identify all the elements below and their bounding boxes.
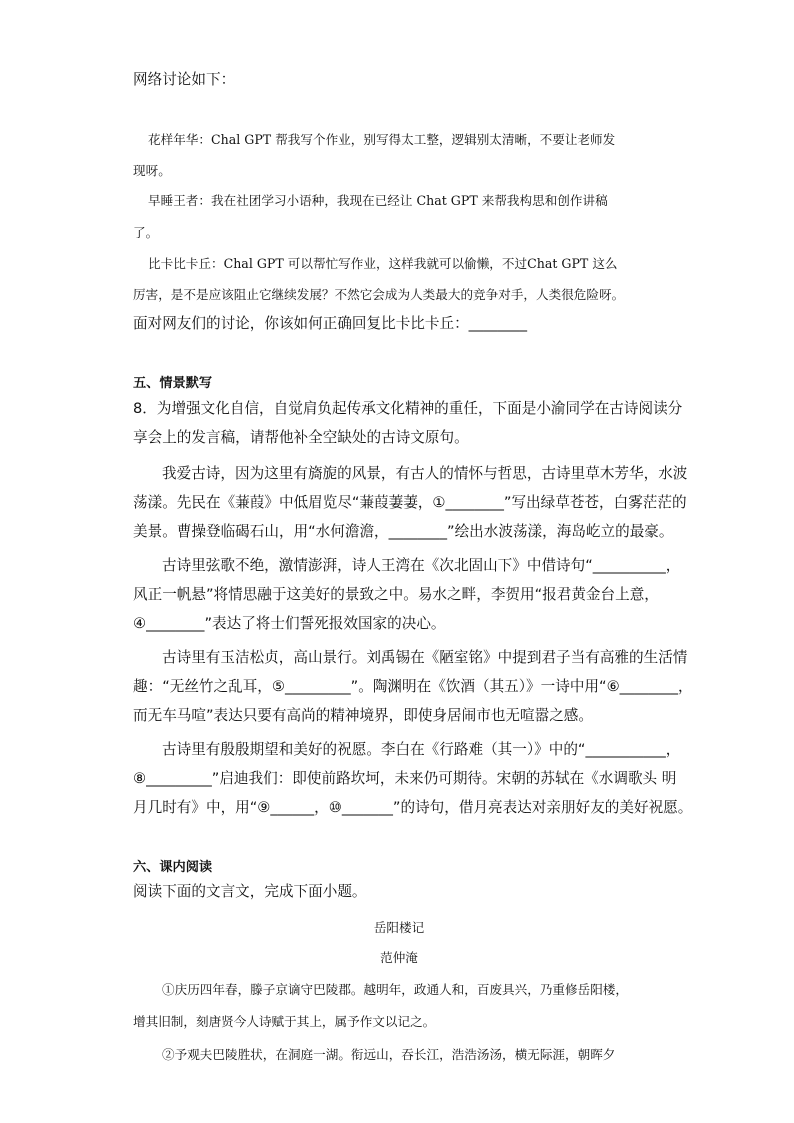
- post-2-line-2: 了。: [133, 225, 159, 240]
- section-5-heading: 五、情景默写: [133, 376, 213, 391]
- discussion-question: 面对网友们的讨论，你该如何正确回复比卡比卡丘：________: [133, 315, 528, 332]
- p1-line-1: 我爱古诗，因为这里有旖旎的风景，有古人的情怀与哲思，古诗里草木芳华，水波: [162, 465, 688, 482]
- p3-line-2: 趣：“无丝竹之乱耳，⑤_________”。陶渊明在《饮酒（其五）》一诗中用“⑥________，: [133, 678, 693, 695]
- p2-line-1: 古诗里弦歌不绝，激情澎湃，诗人王湾在《次北固山下》中借诗句“__________，: [162, 557, 681, 574]
- essay-author: 范仲淹: [380, 950, 418, 965]
- p3-line-3: 而无车马喧”表达只要有高尚的精神境界，即使身居闹市也无喧嚣之感。: [133, 707, 593, 724]
- p4-line-3: 月几时有》中，用“⑨______，⑩_______”的诗句，借月亮表达对亲朋好友的美好祝愿。: [133, 799, 693, 816]
- post-2-line-1: 早睡王者：我在社团学习小语种，我现在已经让 Chat GPT 来帮我构思和创作讲稿: [148, 193, 608, 208]
- post-3-line-1: 比卡比卡丘：Chal GPT 可以帮忙写作业，这样我就可以偷懒，不过Chat GPT 这么: [148, 256, 618, 271]
- essay-para-1-line-1: ①庆历四年春，滕子京谪守巴陵郡。越明年，政通人和，百废具兴，乃重修岳阳楼，: [162, 982, 628, 997]
- q8-line-2: 享会上的发言稿，请帮他补全空缺处的古诗文原句。: [133, 429, 469, 446]
- p4-line-2: ⑧_________”启迪我们：即使前路坎坷，未来仍可期待。宋朝的苏轼在《水调歌头 明: [133, 770, 677, 787]
- p1-line-2: 荡漾。先民在《蒹葭》中低眉览尽“蒹葭萋萋，①________”写出绿草苍苍，白雾茫茫的: [133, 494, 687, 511]
- essay-para-2-line-1: ②予观夫巴陵胜状，在洞庭一湖。衔远山，吞长江，浩浩汤汤，横无际涯，朝晖夕: [162, 1047, 616, 1062]
- p1-line-3: 美景。曹操登临碣石山，用“水何澹澹，________”绘出水波荡漾，海岛屹立的最豪。: [133, 523, 674, 540]
- p3-line-1: 古诗里有玉洁松贞，高山景行。刘禹锡在《陋室铭》中提到君子当有高雅的生活情: [162, 649, 688, 666]
- p2-line-3: ④________”表达了将士们誓死报效国家的决心。: [133, 615, 446, 632]
- essay-title: 岳阳楼记: [373, 920, 425, 935]
- section-6-instruction: 阅读下面的文言文，完成下面小题。: [133, 883, 367, 900]
- discussion-intro: 网络讨论如下：: [133, 71, 236, 88]
- essay-para-1-line-2: 增其旧制，刻唐贤今人诗赋于其上，属予作文以记之。: [133, 1014, 436, 1029]
- post-1-line-1: 花样年华：Chal GPT 帮我写个作业，别写得太工整，逻辑别太清晰，不要让老师发: [148, 132, 616, 147]
- p4-line-1: 古诗里有殷殷期望和美好的祝愿。李白在《行路难（其一）》中的“___________，: [162, 741, 681, 758]
- post-3-line-2: 厉害，是不是应该阻止它继续发展？不然它会成为人类最大的竞争对手，人类很危险呀。: [133, 287, 625, 302]
- section-6-heading: 六、课内阅读: [133, 860, 213, 875]
- q8-line-1: 8．为增强文化自信，自觉肩负起传承文化精神的重任，下面是小渝同学在古诗阅读分: [133, 400, 683, 417]
- post-1-line-2: 现呀。: [133, 163, 171, 178]
- p2-line-2: 风正一帆悬”将情思融于这美好的景致之中。易水之畔，李贺用“报君黄金台上意，: [133, 586, 659, 603]
